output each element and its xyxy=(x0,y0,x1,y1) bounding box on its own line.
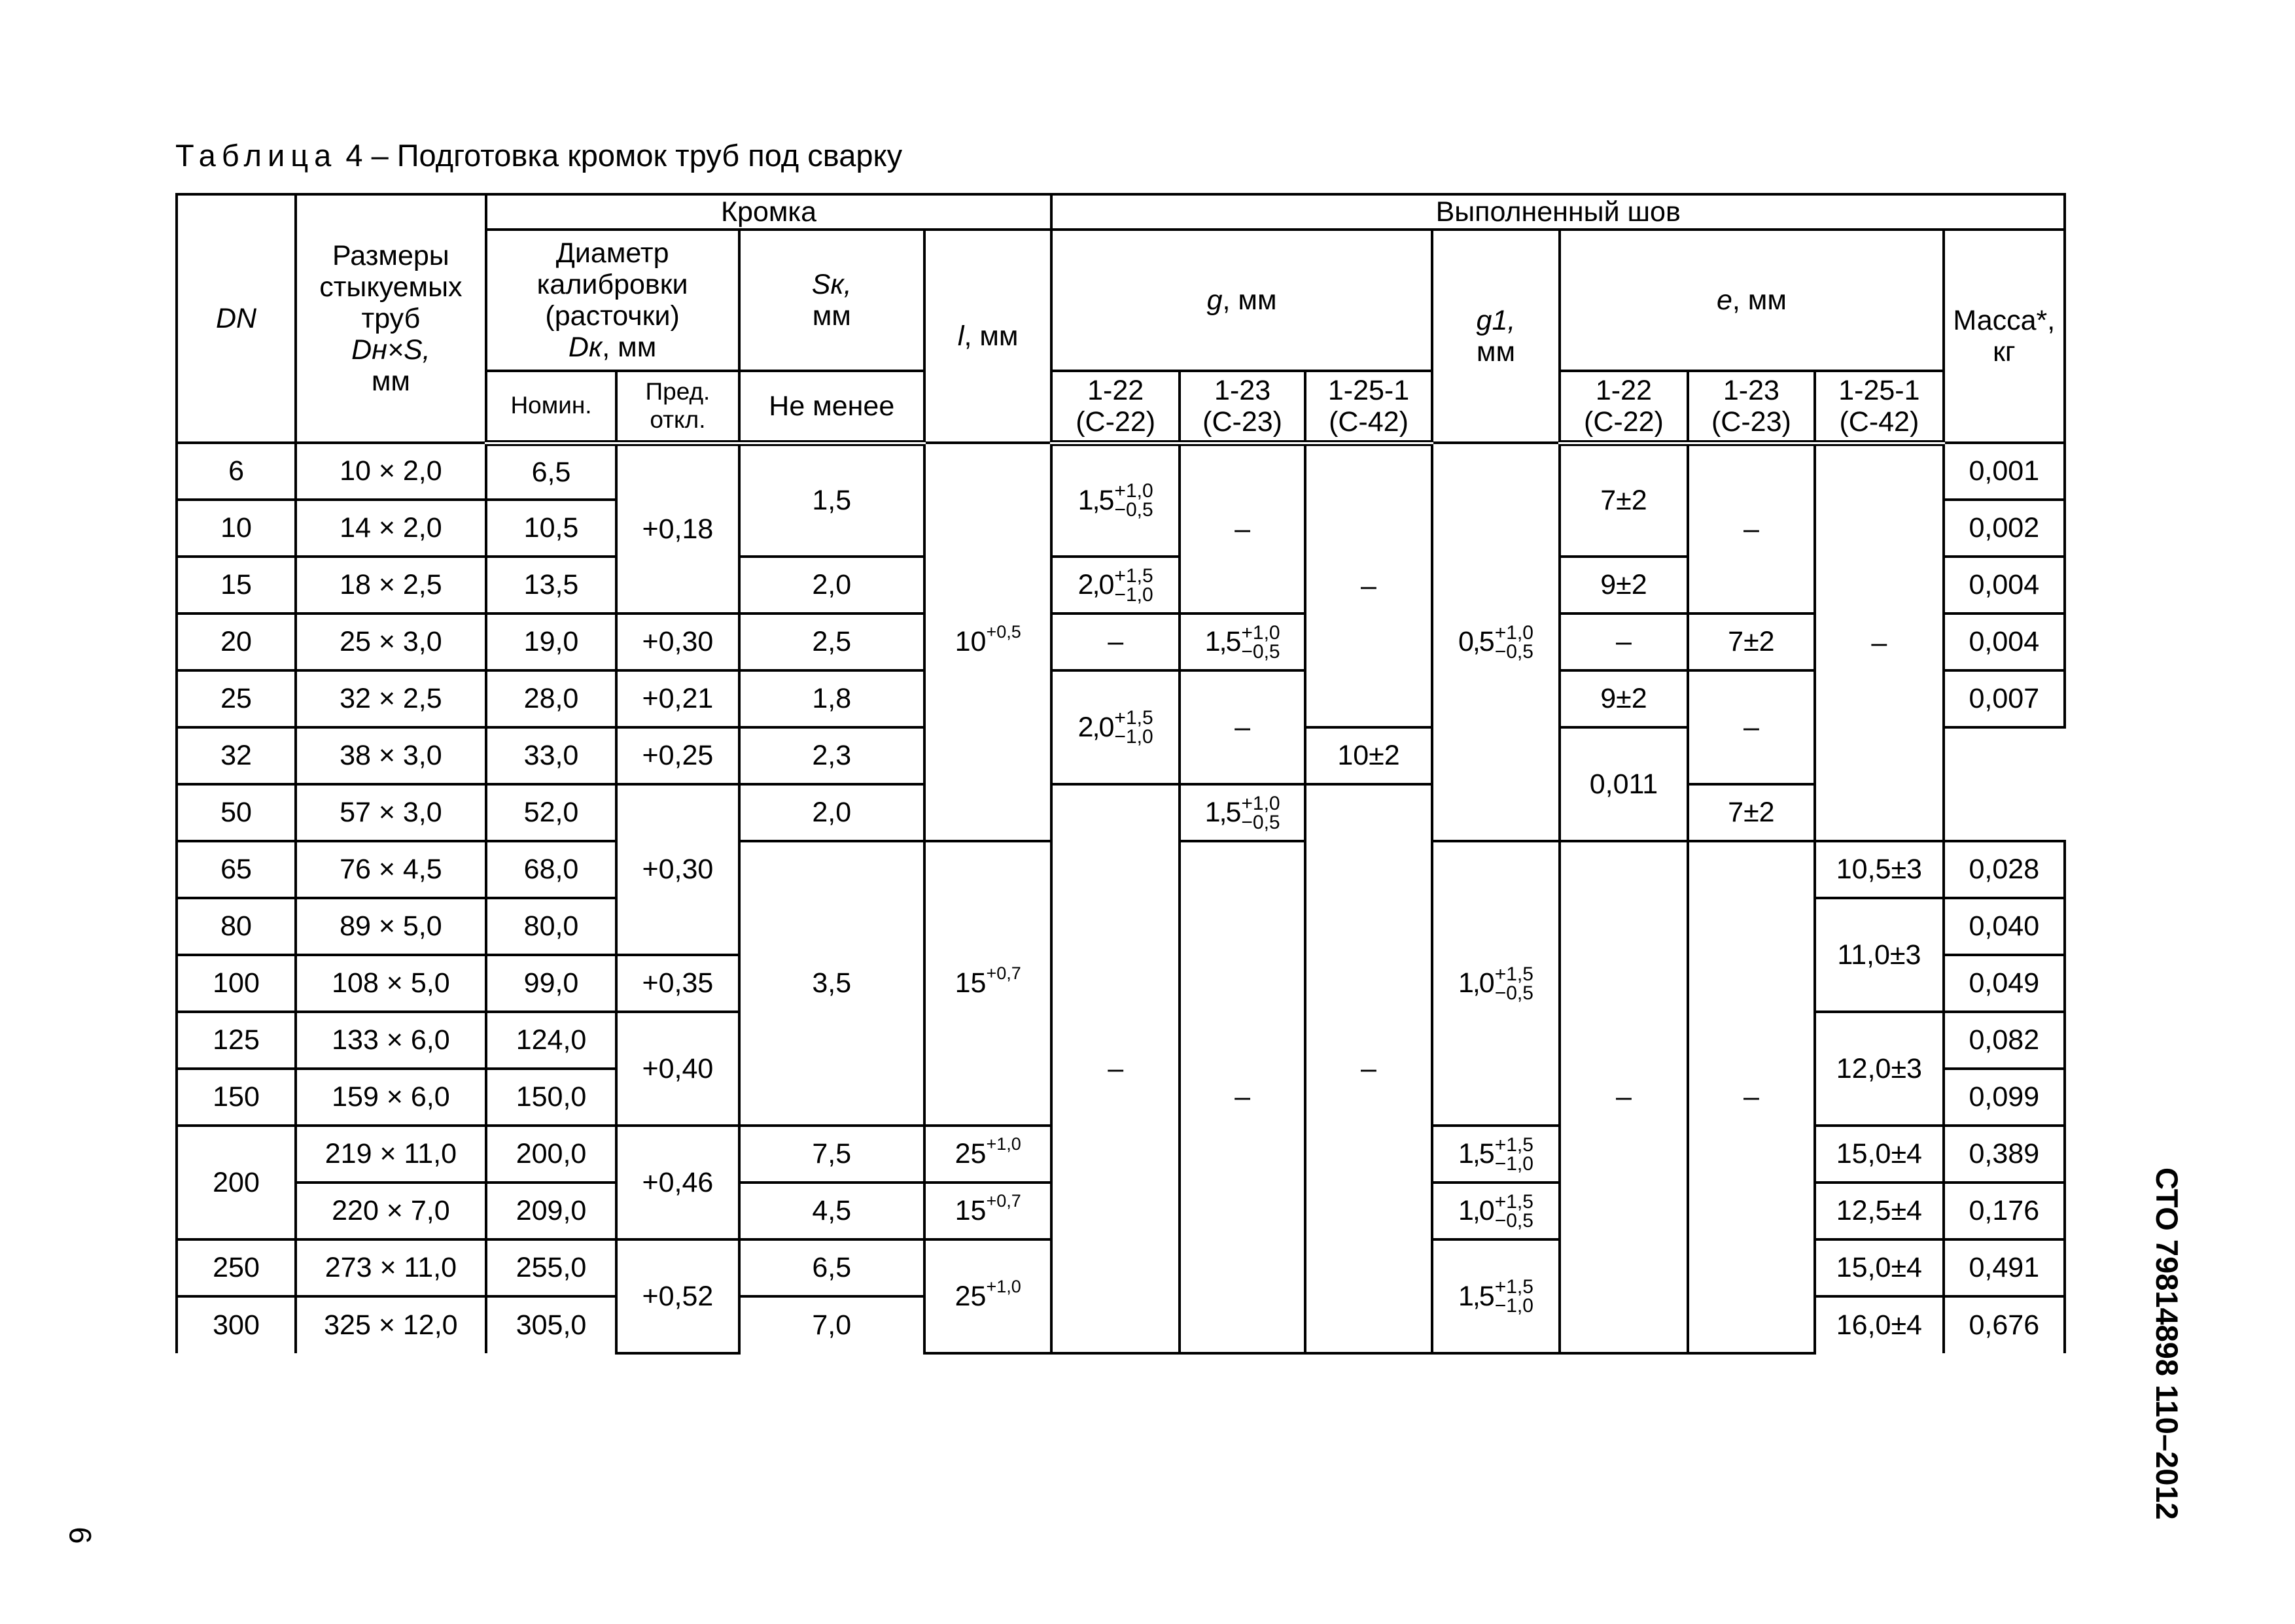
cell-tol: +0,30 xyxy=(616,613,739,670)
cell-e-1-23: 7±2 xyxy=(1688,613,1815,670)
weld-type-code: (С-23) xyxy=(1711,406,1791,438)
cell-g-1-25-1 xyxy=(1432,1126,1560,1183)
cell-dn: 125 xyxy=(177,1012,296,1069)
cell-size: 32 × 2,5 xyxy=(296,670,486,727)
header-pipe-sizes-symbol: Dн×S, xyxy=(351,334,430,366)
cell-sk: 2,3 xyxy=(739,727,924,784)
cell-dn: 250 xyxy=(177,1239,296,1296)
cell-g-1-25-1 xyxy=(1432,1183,1560,1239)
cell-e-1-25-1: 12,5±4 xyxy=(1815,1183,1944,1239)
cell-g-1-22: – xyxy=(1051,784,1179,1353)
g1-tolerance xyxy=(1495,623,1533,661)
cell-size: 18 × 2,5 xyxy=(296,557,486,613)
header-pipe-sizes-text: Размеры стыкуемых труб xyxy=(319,239,463,334)
cell-dn: 300 xyxy=(177,1296,296,1353)
cell-sk: 7,0 xyxy=(739,1296,924,1353)
g-value: 1,5 xyxy=(1458,1138,1494,1170)
g-value-with-tolerance xyxy=(1458,1277,1533,1315)
cell-size: 10 × 2,0 xyxy=(296,443,486,500)
cell-e-1-25-1: 11,0±3 xyxy=(1815,898,1944,1012)
cell-size: 14 × 2,0 xyxy=(296,500,486,557)
g1-value: 0,5 xyxy=(1458,626,1494,658)
cell-e-1-25-1: 15,0±4 xyxy=(1815,1239,1944,1296)
g-value-with-tolerance xyxy=(1078,481,1153,519)
cell-g-1-25-1 xyxy=(1432,841,1560,1126)
g-tolerance xyxy=(1495,1277,1533,1315)
g-tol-down: −0,5 xyxy=(1241,640,1280,663)
header-calib-diameter xyxy=(486,230,739,371)
cell-tol: +0,18 xyxy=(616,443,739,613)
cell-tol: +0,35 xyxy=(616,955,739,1012)
cell-e-1-25-1: 10,5±3 xyxy=(1815,841,1944,898)
cell-sk: 1,8 xyxy=(739,670,924,727)
g-tolerance xyxy=(1114,708,1153,746)
cell-nomin: 124,0 xyxy=(486,1012,617,1069)
weld-type-label: 1-22 xyxy=(1087,374,1144,406)
cell-e-1-23: – xyxy=(1688,841,1815,1353)
g-tol-down: −0,5 xyxy=(1494,982,1533,1004)
g-value: 1,5 xyxy=(1458,1280,1494,1312)
g-value: 1,0 xyxy=(1458,1195,1494,1227)
cell-e-1-23: – xyxy=(1688,670,1815,784)
cell-mass: 0,491 xyxy=(1944,1239,2065,1296)
page-number: 6 xyxy=(63,1527,98,1544)
g-tol-up: +1,0 xyxy=(1114,480,1153,502)
header-e-symbol: e xyxy=(1716,284,1732,316)
header-l-unit: , мм xyxy=(964,320,1019,352)
cell-dn: 200 xyxy=(177,1126,296,1239)
cell-g-1-22: – xyxy=(1051,613,1179,670)
cell-size: 273 × 11,0 xyxy=(296,1239,486,1296)
header-edge-group: Кромка xyxy=(486,194,1052,230)
cell-e-1-22: 10±2 xyxy=(1305,727,1431,784)
cell-mass: 0,676 xyxy=(1944,1296,2065,1353)
cell-g1 xyxy=(1432,443,1560,841)
g-tol-up: +1,0 xyxy=(1241,792,1280,814)
cell-tol: +0,25 xyxy=(616,727,739,784)
cell-sk: 2,0 xyxy=(739,557,924,613)
g-value: 2,0 xyxy=(1077,569,1113,601)
g-tol-up: +1,5 xyxy=(1494,1190,1533,1213)
cell-l xyxy=(924,1183,1051,1239)
cell-nomin: 6,5 xyxy=(486,443,617,500)
header-sk-unit: мм xyxy=(812,300,851,332)
cell-g-1-22 xyxy=(1051,557,1179,613)
cell-sk: 3,5 xyxy=(739,841,924,1126)
table-row xyxy=(177,784,2065,841)
header-seam-group: Выполненный шов xyxy=(1051,194,2065,230)
l-sup: +1,0 xyxy=(986,1134,1021,1154)
header-calib-text: Диаметр калибровки (расточки) xyxy=(536,237,688,332)
cell-size: 108 × 5,0 xyxy=(296,955,486,1012)
header-g xyxy=(1051,230,1431,371)
document-code: СТО 79814898 110–2012 xyxy=(2150,1167,2184,1520)
header-pipe-sizes-unit: мм xyxy=(371,366,410,398)
weld-type-code: (С-22) xyxy=(1584,406,1664,438)
weld-type-label: 1-23 xyxy=(1214,374,1271,406)
header-sk xyxy=(739,230,924,371)
header-e-weld-1-22 xyxy=(1560,371,1687,443)
g-value: 2,0 xyxy=(1077,711,1113,743)
cell-l xyxy=(924,1126,1051,1183)
cell-mass: 0,007 xyxy=(1944,670,2065,727)
cell-dn: 50 xyxy=(177,784,296,841)
cell-dn: 80 xyxy=(177,898,296,955)
l-base: 15 xyxy=(955,967,987,999)
cell-e-1-25-1: – xyxy=(1815,443,1944,841)
g-tol-down: −1,0 xyxy=(1114,726,1153,748)
cell-nomin: 150,0 xyxy=(486,1069,617,1126)
cell-g-1-25-1: – xyxy=(1305,443,1431,727)
cell-l xyxy=(924,1239,1051,1353)
header-calib-symbol: Dк xyxy=(568,332,603,364)
cell-e-1-22: – xyxy=(1305,784,1431,1353)
cell-nomin: 99,0 xyxy=(486,955,617,1012)
cell-g-1-23 xyxy=(1180,613,1305,670)
cell-nomin: 305,0 xyxy=(486,1296,617,1353)
g-value: 1,5 xyxy=(1204,797,1240,829)
header-e-weld-1-23 xyxy=(1688,371,1815,443)
cell-mass: 0,389 xyxy=(1944,1126,2065,1183)
cell-nomin: 10,5 xyxy=(486,500,617,557)
weld-type-label: 1-22 xyxy=(1595,374,1652,406)
header-g1 xyxy=(1432,230,1560,443)
cell-mass: 0,028 xyxy=(1944,841,2065,898)
cell-sk: 2,0 xyxy=(739,784,924,841)
edge-preparation-table xyxy=(175,193,2066,1355)
cell-e-1-22: – xyxy=(1560,613,1687,670)
g-value-with-tolerance xyxy=(1458,965,1533,1003)
header-pipe-sizes xyxy=(296,194,486,443)
cell-mass: 0,049 xyxy=(1944,955,2065,1012)
header-calib-unit: , мм xyxy=(602,332,657,364)
header-g1-symbol: g1, xyxy=(1476,304,1516,336)
cell-g-1-23 xyxy=(1180,784,1305,841)
cell-mass: 0,001 xyxy=(1944,443,2065,500)
weld-type-code: (С-42) xyxy=(1329,406,1409,438)
header-g1-unit: мм xyxy=(1476,336,1515,368)
g-value-with-tolerance xyxy=(1458,1135,1533,1173)
g-value-with-tolerance xyxy=(1205,623,1280,661)
g-tol-down: −0,5 xyxy=(1114,499,1153,521)
weld-type-code: (С-42) xyxy=(1839,406,1919,438)
g1-tol-up: +1,0 xyxy=(1494,621,1533,644)
cell-mass: 0,011 xyxy=(1560,727,1687,841)
cell-dn: 6 xyxy=(177,443,296,500)
weld-type-label: 1-25-1 xyxy=(1838,374,1920,406)
cell-l xyxy=(924,443,1051,841)
g-tol-up: +1,0 xyxy=(1241,621,1280,644)
cell-nomin: 33,0 xyxy=(486,727,617,784)
cell-g-1-23: – xyxy=(1180,670,1305,784)
g-value-with-tolerance xyxy=(1205,794,1280,832)
weld-type-label: 1-23 xyxy=(1723,374,1779,406)
g-value: 1,5 xyxy=(1077,485,1113,517)
g1-value-with-tolerance xyxy=(1458,623,1533,661)
cell-dn: 65 xyxy=(177,841,296,898)
cell-tol: +0,46 xyxy=(616,1126,739,1239)
cell-nomin: 52,0 xyxy=(486,784,617,841)
cell-mass: 0,002 xyxy=(1944,500,2065,557)
cell-size: 76 × 4,5 xyxy=(296,841,486,898)
g-value: 1,0 xyxy=(1458,967,1494,999)
g-tol-down: −0,5 xyxy=(1241,811,1280,833)
g-tol-down: −0,5 xyxy=(1494,1209,1533,1232)
cell-dn: 100 xyxy=(177,955,296,1012)
g-tolerance xyxy=(1495,965,1533,1003)
cell-size: 220 × 7,0 xyxy=(296,1183,486,1239)
cell-nomin: 68,0 xyxy=(486,841,617,898)
g1-tol-down: −0,5 xyxy=(1494,640,1533,663)
cell-e-1-22: 9±2 xyxy=(1560,670,1687,727)
cell-size: 38 × 3,0 xyxy=(296,727,486,784)
header-e xyxy=(1560,230,1943,371)
cell-mass: 0,099 xyxy=(1944,1069,2065,1126)
g-tolerance xyxy=(1114,481,1153,519)
g-tol-up: +1,5 xyxy=(1494,1276,1533,1298)
g-value: 1,5 xyxy=(1204,626,1240,658)
cell-mass: 0,082 xyxy=(1944,1012,2065,1069)
g-tolerance xyxy=(1495,1135,1533,1173)
caption-label: Таблица xyxy=(175,138,338,173)
header-e-weld-1-25-1 xyxy=(1815,371,1944,443)
header-tol: Пред. откл. xyxy=(616,371,739,443)
header-g-weld-1-25-1 xyxy=(1305,371,1431,443)
g-tolerance xyxy=(1114,566,1153,604)
cell-mass: 0,176 xyxy=(1944,1183,2065,1239)
cell-mass: 0,004 xyxy=(1944,557,2065,613)
header-g-weld-1-22 xyxy=(1051,371,1179,443)
cell-e-1-25-1: 16,0±4 xyxy=(1815,1296,1944,1353)
cell-e-1-23: – xyxy=(1688,443,1815,613)
cell-e-1-22: 9±2 xyxy=(1560,557,1687,613)
cell-g-1-22 xyxy=(1051,443,1179,557)
cell-sk: 7,5 xyxy=(739,1126,924,1183)
cell-e-1-25-1: 12,0±3 xyxy=(1815,1012,1944,1126)
cell-dn: 25 xyxy=(177,670,296,727)
cell-size: 159 × 6,0 xyxy=(296,1069,486,1126)
cell-nomin: 28,0 xyxy=(486,670,617,727)
header-mass: Масса*, кг xyxy=(1944,230,2065,443)
cell-sk: 4,5 xyxy=(739,1183,924,1239)
header-g-symbol: g xyxy=(1206,284,1223,316)
cell-sk: 1,5 xyxy=(739,443,924,557)
cell-dn: 32 xyxy=(177,727,296,784)
cell-dn: 20 xyxy=(177,613,296,670)
header-sk-min: Не менее xyxy=(739,371,924,443)
header-l-symbol: l xyxy=(957,320,964,352)
cell-dn: 10 xyxy=(177,500,296,557)
g-tolerance xyxy=(1241,623,1280,661)
header-l xyxy=(924,230,1051,443)
caption-number: 4 xyxy=(345,138,363,173)
cell-g-1-25-1 xyxy=(1432,1239,1560,1353)
cell-g1: – xyxy=(1560,841,1687,1353)
g-tolerance xyxy=(1495,1192,1533,1230)
header-e-unit: , мм xyxy=(1732,284,1787,316)
header-dn: DN xyxy=(177,194,296,443)
cell-g-1-22 xyxy=(1051,670,1179,784)
cell-e-1-23: 7±2 xyxy=(1688,784,1815,841)
cell-nomin: 80,0 xyxy=(486,898,617,955)
cell-size: 219 × 11,0 xyxy=(296,1126,486,1183)
cell-nomin: 209,0 xyxy=(486,1183,617,1239)
cell-size: 25 × 3,0 xyxy=(296,613,486,670)
cell-mass: 0,004 xyxy=(1944,613,2065,670)
g-value-with-tolerance xyxy=(1078,708,1153,746)
cell-g-1-23: – xyxy=(1180,841,1305,1353)
cell-nomin: 255,0 xyxy=(486,1239,617,1296)
cell-sk: 6,5 xyxy=(739,1239,924,1296)
cell-sk: 2,5 xyxy=(739,613,924,670)
header-sk-symbol: Sк, xyxy=(811,268,852,300)
table-row xyxy=(177,613,2065,670)
cell-tol: +0,52 xyxy=(616,1239,739,1353)
l-base: 25 xyxy=(955,1280,987,1312)
header-nomin: Номин. xyxy=(486,371,617,443)
caption-title: – Подготовка кромок труб под сварку xyxy=(371,138,903,173)
l-sup: +0,5 xyxy=(986,622,1021,642)
g-tol-up: +1,5 xyxy=(1494,1133,1533,1156)
cell-nomin: 19,0 xyxy=(486,613,617,670)
g-tol-down: −1,0 xyxy=(1494,1152,1533,1175)
table-row xyxy=(177,443,2065,500)
header-g-weld-1-23 xyxy=(1180,371,1305,443)
weld-type-label: 1-25-1 xyxy=(1327,374,1410,406)
cell-e-1-22: 7±2 xyxy=(1560,443,1687,557)
cell-size: 325 × 12,0 xyxy=(296,1296,486,1353)
cell-size: 133 × 6,0 xyxy=(296,1012,486,1069)
g-value-with-tolerance xyxy=(1458,1192,1533,1230)
l-sup: +0,7 xyxy=(986,1191,1021,1211)
l-base: 25 xyxy=(955,1138,987,1170)
g-tol-up: +1,5 xyxy=(1494,963,1533,985)
g-value-with-tolerance xyxy=(1078,566,1153,604)
g-tol-up: +1,5 xyxy=(1114,564,1153,587)
cell-size: 89 × 5,0 xyxy=(296,898,486,955)
cell-dn: 15 xyxy=(177,557,296,613)
cell-e-1-25-1: 15,0±4 xyxy=(1815,1126,1944,1183)
g-tol-down: −1,0 xyxy=(1494,1295,1533,1317)
cell-dn: 150 xyxy=(177,1069,296,1126)
l-base: 10 xyxy=(955,626,987,658)
weld-type-code: (С-22) xyxy=(1076,406,1156,438)
g-tol-up: +1,5 xyxy=(1114,707,1153,729)
cell-nomin: 200,0 xyxy=(486,1126,617,1183)
weld-type-code: (С-23) xyxy=(1202,406,1282,438)
cell-mass: 0,040 xyxy=(1944,898,2065,955)
table-row xyxy=(177,670,2065,727)
cell-tol: +0,30 xyxy=(616,784,739,955)
cell-size: 57 × 3,0 xyxy=(296,784,486,841)
l-base: 15 xyxy=(955,1195,987,1227)
header-g-unit: , мм xyxy=(1222,284,1277,316)
cell-l xyxy=(924,841,1051,1126)
cell-nomin: 13,5 xyxy=(486,557,617,613)
l-sup: +0,7 xyxy=(986,963,1021,984)
cell-g-1-23: – xyxy=(1180,443,1305,613)
cell-tol: +0,40 xyxy=(616,1012,739,1126)
g-tol-down: −1,0 xyxy=(1114,583,1153,606)
table-caption xyxy=(175,136,902,175)
l-sup: +1,0 xyxy=(986,1276,1021,1296)
cell-tol: +0,21 xyxy=(616,670,739,727)
g-tolerance xyxy=(1241,794,1280,832)
